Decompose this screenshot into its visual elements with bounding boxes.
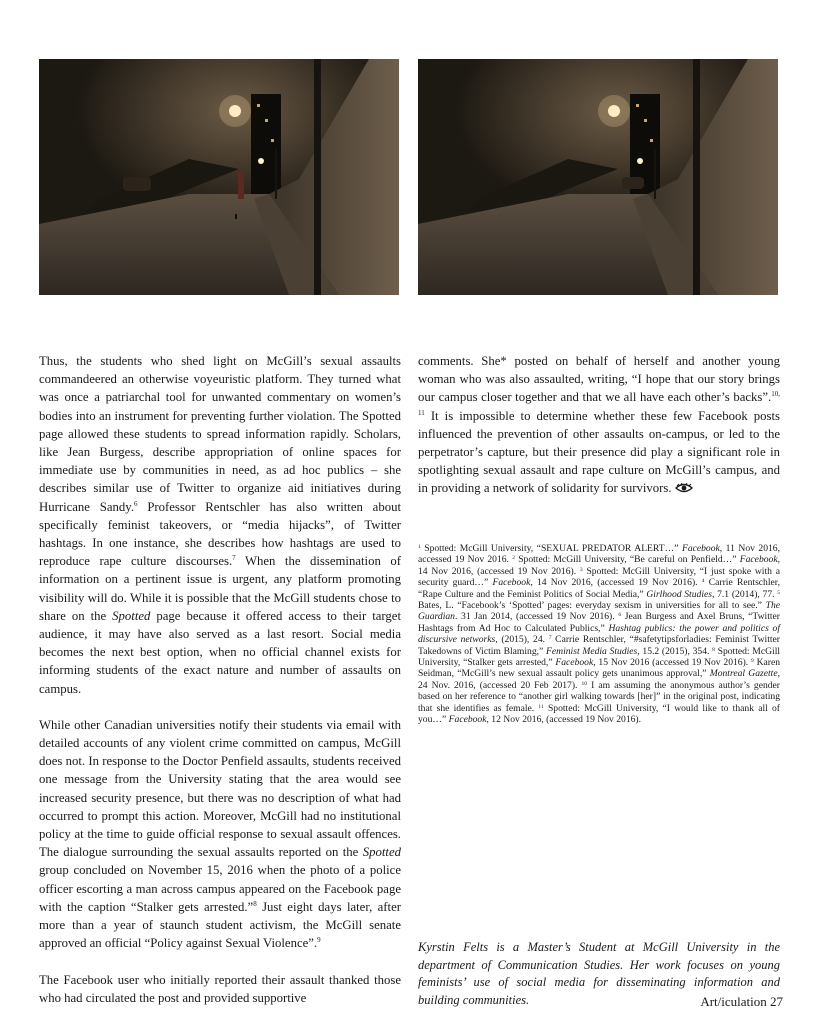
footnote-ref: 10, 11 [418,390,780,417]
italic-text: Facebook [555,657,594,669]
italic-text: Hashtag publics: the power and politics of discursive networks [418,622,780,646]
body-paragraph: The Facebook user who initially reported their assault thanked those who had circulated the post and provided supportive [39,972,401,1005]
body-paragraph: comments. She* posted on behalf of herself and another young woman who was also assaulted, writing, “I hope that our story brings our campus closer together and that we all have each other’s backs”.$^{10, 11}$ It is impossible to determine whether these few Facebook posts influenced the prevention of other assaults on-campus, or led to the perpetrator’s capture, but their presence did play a significant role in spotlighting sexual assault and rape culture on McGill’s campus, and in providing a network of solidarity for survivors. [418,354,780,496]
italic-text: Spotted [112,608,151,623]
street-photo-right-image [418,59,778,295]
italic-text: Facebook [448,714,487,726]
footnotes [418,543,780,726]
author-bio: Kyrstin Felts is a Master’s Student at McGill University in the department of Communication Studies. Her work focuses on young feminists’ use of social media for disseminating information and building communities. [418,940,780,1007]
footnote-number: 7 [548,635,552,642]
italic-text: Spotted [362,845,401,860]
italic-text: Facebook [492,577,531,589]
footnote-number: 4 [701,578,705,585]
footnote-item: $^4$ Carrie Rentschler, “Rape Culture and the Feminist Politics of Social Media,” Girlhood Studies, 7.1 (2014), 77. [418,577,780,600]
street-photo-left-image [39,59,399,295]
footnote-number: 10 [581,680,587,687]
street-photo-empty [418,59,778,295]
italic-text: Feminist Media Studies [546,645,638,657]
footnote-ref: 9 [317,936,321,945]
footnote-item: $^9$ Karen Seidman, “McGill’s new sexual assault policy gets unanimous approval,” Montreal Gazette, 24 Nov. 2016, (accessed 20 Feb 2017). [418,657,780,691]
footnote-number: 11 [538,703,544,710]
body-column-right [418,352,780,498]
footnote-number: 6 [618,612,622,619]
italic-text: Girlhood Studies [646,588,712,600]
footnote-number: 5 [777,589,780,596]
footnote-item: $^5$ Bates, L. “Facebook’s ‘Spotted’ pages: everyday sexism in universities for all to see.” The Guardian. 31 Jan 2014, (accessed 19 Nov 2016). [418,589,780,623]
page-folio: Art/iculation 27 [700,994,783,1009]
footnote-number: 3 [579,566,583,573]
footnote-number: 8 [712,646,715,653]
footnote-number: 1 [418,544,421,550]
street-photo-with-figure [39,59,399,295]
body-paragraph: While other Canadian universities notify their students via email with detailed accounts of any violent crime committed on campus, McGill does not. In response to the Doctor Penfield assaults, students received one message from the University stating that the area would see increased security presence, but there was no description of what had occurred to prompt this action. Moreover, McGill had no institutional policy at the time to guide official response to sexual assault offences. The dialogue surrounding the sexual assaults reported on the Spotted group concluded on November 15, 2016 when the photo of a police officer escorting a man across campus appeared on the Facebook page with the caption “Stalker gets arrested.”$^8$ Just eight days later, after more than a year of staunch student activism, the McGill senate approved an official “Policy against Sexual Violence”.$^9$ [39,717,402,951]
italic-text: Montreal Gazette [709,668,778,680]
italic-text: Facebook [739,554,778,566]
italic-text: Facebook [681,543,720,554]
footnote-number: 9 [751,658,754,665]
footnote-item: $^{10}$ I am assuming the anonymous author’s gender based on her reference to “another girl walking towards [her]” in the original post, indicating that she identifies as female. [418,679,780,714]
footnote-item: $^{11}$ Spotted: McGill University, “I would like to thank all of you…” Facebook, 12 Nov 2016, (accessed 19 Nov 2016). [418,702,780,726]
body-paragraph: Thus, the students who shed light on McGill’s sexual assaults commandeered an otherwise voyeuristic platform. They turned what was once a patriarchal tool for unwanted commentary on women’s bodies into an instrument for preventing further violation. The Spotted page allowed these students to spread information rapidly. Scholars, like Jean Burgess, describe appropriation of online spaces for immediate use by communities in need, as ad hoc publics – she describes similar use of Twitter to organize aid initiatives during Hurricane Sandy.$^6$ Professor Rentschler has also written about specifically feminist takeovers, or “media hijacks”, of Twitter hashtags. In one instance, she describes how hashtags are used to reproduce rape culture discourses.$^7$ When the dissemination of information on a pertinent issue is urgent, any platform promoting visibility will do. While it is possible that the McGill students chose to share on the Spotted page because it offered access to their target audience, it may have also served as a last resort. Social media becomes the next best option, when no official channel exists for informing students of the exact nature and number of assaults on campus. [39,354,401,696]
italic-text: The Guardian [418,600,780,623]
footnote-item: $^3$ Spotted: McGill University, “I just spoke with a security guard…” Facebook, 14 Nov 2016, (accessed 19 Nov 2016). [418,565,780,589]
footnote-item: $^2$ Spotted: McGill University, “Be careful on Penfield…” Facebook, 14 Nov 2016, (accessed 19 Nov 2016). [418,554,780,577]
eye-icon [675,480,693,490]
footnote-ref: 8 [253,899,257,908]
footnote-item: $^6$ Jean Burgess and Axel Bruns, “Twitter Hashtags from Ad Hoc to Calculated Publics,” Hashtag publics: the power and politics of discursive networks, (2015), 24. [418,611,780,646]
body-column-left [39,352,401,1007]
footnote-ref: 7 [232,554,236,563]
footnote-number: 2 [512,555,515,562]
footnote-ref: 6 [134,499,138,508]
footnote-item: $^1$ Spotted: McGill University, “SEXUAL PREDATOR ALERT…” Facebook, 11 Nov 2016, accessed 19 Nov 2016. [418,543,780,566]
footnote-item: $^8$ Spotted: McGill University, “Stalker gets arrested,” Facebook, 15 Nov 2016 (accessed 19 Nov 2016). [418,645,781,669]
footnote-item: $^7$ Carrie Rentschler, “#safetytipsforladies: Feminist Twitter Takedowns of Victim Blaming,” Feminist Media Studies, 15.2 (2015), 354. [418,634,781,657]
